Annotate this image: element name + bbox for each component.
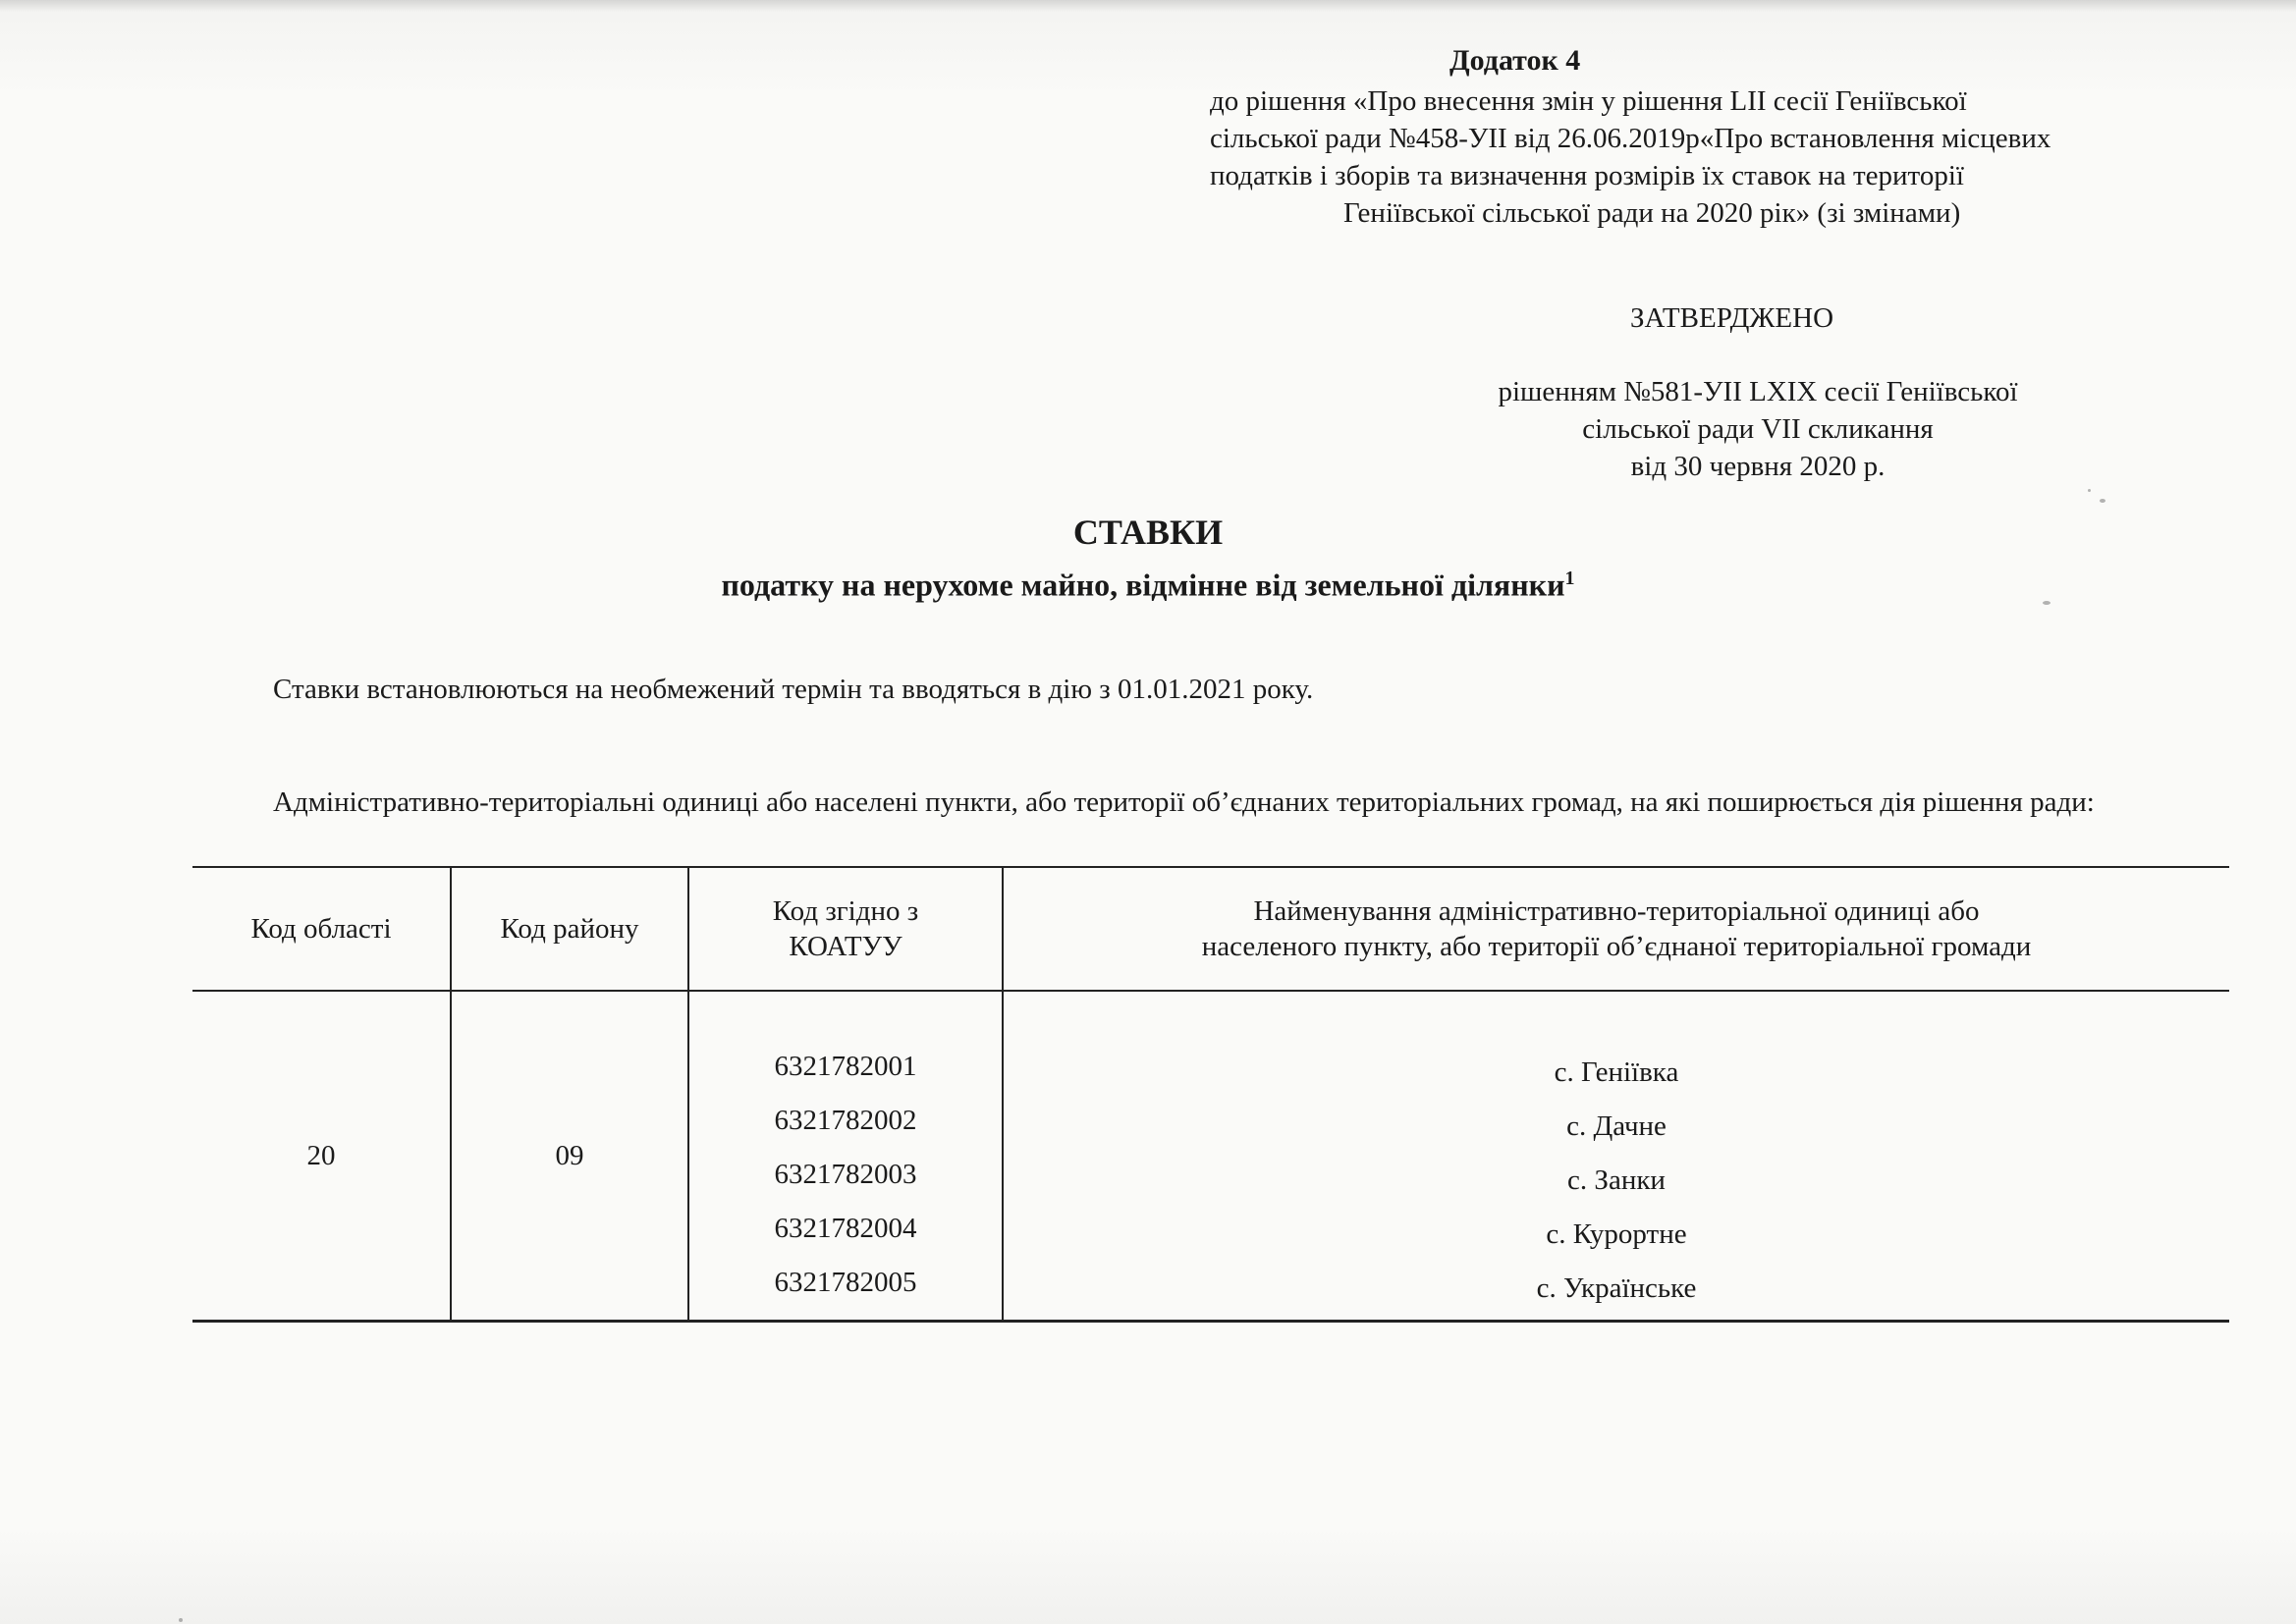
annex-ref-line: сільської ради №458-УІІ від 26.06.2019р«Про встановлення місцевих bbox=[1210, 123, 2051, 154]
document-title: СТАВКИ bbox=[1072, 513, 1224, 552]
cell-unit-names bbox=[1003, 991, 2229, 1322]
approved-by-line: від 30 червня 2020 р. bbox=[1630, 451, 1886, 482]
annex-title: Додаток 4 bbox=[1449, 44, 1581, 77]
koatuu-code: 6321782002 bbox=[774, 1105, 917, 1136]
header-unit-name bbox=[1003, 867, 2229, 991]
footnote-mark: 1 bbox=[1564, 568, 1575, 589]
annex-ref-line: до рішення «Про внесення змін у рішення LII сесії Геніївської bbox=[1210, 85, 1967, 117]
cell-koatuu-codes bbox=[688, 991, 1003, 1322]
scan-speck bbox=[2100, 499, 2105, 503]
header-district-code: Код району bbox=[451, 867, 688, 991]
koatuu-code: 6321782005 bbox=[774, 1267, 917, 1298]
unit-name: с. Українське bbox=[1536, 1272, 1697, 1304]
units-table bbox=[192, 866, 2229, 1323]
annex-ref-line: податків і зборів та визначення розмірів їх ставок на території bbox=[1210, 160, 1964, 191]
koatuu-code: 6321782004 bbox=[774, 1213, 917, 1244]
unit-name: с. Дачне bbox=[1566, 1110, 1667, 1142]
header-koatuu bbox=[688, 867, 1003, 991]
header-name-line: населеного пункту, або території об’єднаної територіальної громади bbox=[1201, 931, 2032, 962]
header-name-line: Найменування адміністративно-територіальної одиниці або bbox=[1253, 895, 1980, 927]
annex-ref-line: Геніївської сільської ради на 2020 рік» (зі змінами) bbox=[1343, 197, 1961, 229]
units-table-wrapper bbox=[192, 866, 2229, 1322]
header-region-code: Код області bbox=[192, 867, 451, 991]
scan-speck bbox=[179, 1618, 183, 1622]
scan-speck bbox=[2088, 489, 2091, 492]
term-paragraph: Ставки встановлюються на необмежений термін та вводяться в дію з 01.01.2021 року. bbox=[273, 674, 1314, 705]
cell-district-code: 09 bbox=[451, 991, 688, 1322]
approved-by-line: рішенням №581-УІІ LXIX сесії Геніївської bbox=[1498, 376, 2018, 407]
koatuu-code: 6321782003 bbox=[774, 1159, 917, 1190]
approved-by-line: сільської ради VII скликання bbox=[1582, 413, 1934, 445]
unit-name: с. Занки bbox=[1567, 1164, 1666, 1196]
cell-region-code: 20 bbox=[192, 991, 451, 1322]
unit-name: с. Курортне bbox=[1546, 1218, 1687, 1250]
koatuu-list bbox=[689, 992, 1002, 1320]
table-header-row bbox=[192, 867, 2229, 991]
header-koatuu-line: Код згідно з bbox=[772, 895, 919, 927]
header-koatuu-line: КОАТУУ bbox=[789, 931, 902, 962]
annex-reference bbox=[1210, 82, 2192, 232]
subtitle-text: податку на нерухоме майно, відмінне від земельної ділянки bbox=[721, 567, 1565, 603]
units-paragraph: Адміністративно-територіальні одиниці або населені пункти, або території об’єднаних територіальних громад, на які поширюється дія рішення ради: bbox=[273, 786, 2095, 818]
koatuu-code: 6321782001 bbox=[774, 1051, 917, 1082]
table-row bbox=[192, 991, 2229, 1322]
document-subtitle bbox=[0, 558, 2296, 606]
approved-by-block bbox=[1355, 373, 2160, 485]
unit-name: с. Геніївка bbox=[1554, 1056, 1679, 1088]
scan-edge-shadow bbox=[0, 0, 2296, 12]
approved-label: ЗАТВЕРДЖЕНО bbox=[1630, 302, 1834, 334]
unit-name-list bbox=[1004, 992, 2229, 1320]
scan-speck bbox=[2043, 601, 2050, 605]
